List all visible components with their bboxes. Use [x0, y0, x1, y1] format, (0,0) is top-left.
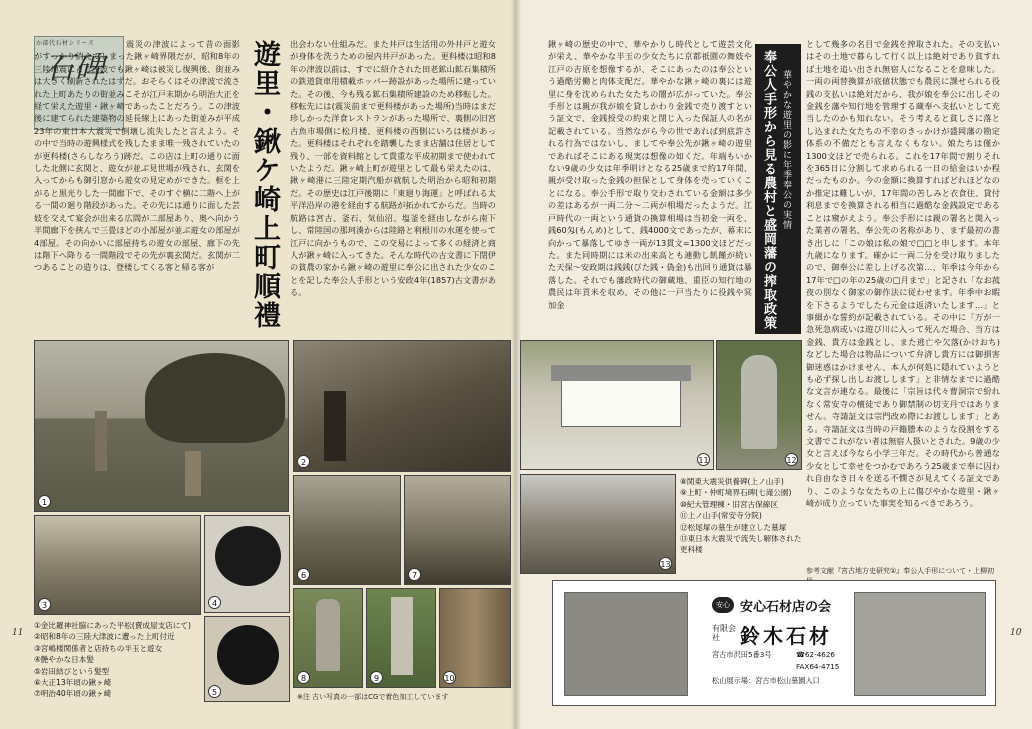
photo-number: 8	[297, 671, 310, 684]
photo-number: 11	[697, 453, 710, 466]
right-photo-captions	[680, 476, 804, 556]
photo-number: 9	[370, 671, 383, 684]
photo-caption: ①金比羅神社脇にあった平松(賣成屋支店にて)	[34, 621, 191, 630]
photo-number: 3	[38, 598, 51, 611]
ad-photo-gravestones	[854, 592, 986, 696]
series-calligraphy: 石碑	[44, 51, 104, 86]
photo-caption: ⑦明治40年頃の鍬ヶ崎	[34, 689, 112, 699]
ad-company-name: 鈴木石材	[740, 624, 832, 648]
article-column-3: 鍬ヶ崎の歴史の中で、華やかりし時代として遊芸文化が栄え、華やかな半玉の少女たちに京都祇園の舞妓や江戸の吉原を想像するが、そこにあったのは奉公という過酷労働と肉体支配だ。華やかな鍬ヶ崎の裏には遊里に身を沈められた女たちの闇が広がっていた。奉公手形とは親が我が娘を貸しかわり金銭で売り渡すという証文で、金銭授受の約束と閉じ入った保証人の名が記載されている。当然ながら今の世であれば到底許される行為ではないし、ましてや奉公先が鍬ヶ崎の遊里であればそこにある現実は想像の如くだ。年端もいかない9歳の少女は年季明けとなる25歳まで約17年間、親が受け取った金銭の担保として身体を売っていくことになる。奉公手形で取り交わされている金額は多少の差はあるが一両二分～二両が相場だったようだ。江戸時代の一両という通貨の換算相場は当初金一両を、銭60匁(もんめ)として、銭4000文であったが、幕末に向かって暴落してゆき一両が13貫文=1300文ほどだった。また同時期には米の出来高とも連動し飢饉が続いた天保～安政期は銭銭(びた銭・偽金)も出回り通貨は暴落した。それでも藩政時代の御蔵地、重臣の知行地の農民は年貢米を収め、その他に一戸当たりに役銭や冥加金	[548, 39, 752, 310]
photo-number: 13	[659, 557, 672, 570]
right-title: 奉公人手形から見る農村と盛岡藩の搾取政策	[761, 50, 776, 330]
ad-tel: ☎62-4626	[796, 650, 835, 659]
photo-number: 5	[208, 685, 221, 698]
article-column-1: 震災の津波によって昔の面影がすっかり消えてしまった鍬ヶ崎界隈だが、昭和8年の三陸地震による津波でも鍬ヶ崎は被災し復興後、街並みは大きく刷新されたはずだ。おそらくはその津波で流された上町あたりの街並みこそが江戸末期から明治大正を経て栄えた遊里・鍬ヶ崎であったことだろう。この津波後に建てられた建築物の延長線上にあった街並みが平成23年の東日本大震災で倒壊し流失したと言えよう。その中で当時の遊興様式を残したまま唯一残されていたのが更科楼(さらしなろう)跡だ。この店は上町の通りに面した北側に玄関と、遊女が並ぶ見世場が残され、玄関を入ってからも御引窓から遊女の見定めができた。框を上がると黒光りした一間廊下で、そのすぐ横に二階へ上がる一間の廻り階段があった。その先には通りに面した芸妓を交えて宴会が出来る広間が二部屋あり、奥へ向かう半間廊下を挟んで三畳ほどの小部屋が並ぶ遊女の部屋が4部屋。その向かいに部屋持ちの遊女の部屋、廊下の先は階下へ降りる一間階段でその先が裏玄関だ。玄関が二つあることの造りは、登楼してくる客と帰る客が	[34, 39, 240, 273]
photo-number: 1	[38, 495, 51, 508]
photo-caption: ②昭和8年の三陸大津波に遭った上町付近	[34, 632, 175, 642]
photo-9-stone-marker	[366, 588, 436, 688]
photo-10-wooden-building	[439, 588, 511, 688]
photo-number: 2	[297, 455, 310, 468]
ad-photo-showroom	[564, 592, 688, 696]
photo-number: 10	[443, 671, 456, 684]
photo-2-street	[293, 340, 511, 472]
photo-4-hairstyle	[204, 515, 290, 613]
photo-number: 12	[785, 453, 798, 466]
page-number-right: 10	[1010, 628, 1022, 638]
photo-caption: ⑨上町・仲町境界石碑(七滝公園)	[680, 488, 792, 498]
main-title: 遊里・鍬ケ崎上町順禮	[249, 40, 280, 330]
photo-caption: ⑫松尾塚の墓生が建立した墓塚	[680, 522, 787, 532]
photo-5-hairstyle	[204, 616, 290, 702]
photo-7-harbor	[404, 475, 511, 585]
photo-1-pine-tree	[34, 340, 289, 512]
photo-caption: ⑧関東大震災供養碑(上ノ山手)	[680, 477, 784, 486]
photo-caption: ⑬東日本大震災で流失し解体された更科楼	[680, 534, 802, 555]
photo-caption: ③宮嶋楼関係者と店持ちの半玉と遊女	[34, 643, 163, 653]
photo-6-town	[293, 475, 401, 585]
series-label: か部代石材シリーズ	[36, 40, 95, 47]
photo-caption: ④艶やかな日本髪	[34, 655, 94, 665]
ad-logo-icon: 安心	[712, 597, 734, 613]
article-column-2: 出会わない仕組みだ。また井戸は生活用の外井戸と遊女が身体を洗うための屋内井戸があった。更科楼は昭和8年の津波以前は、すでに紹介された田老鉱山鉱石集積所の鉄道貨車用積載ホッパー跡設があった場所に建っていた。その後、今も残る鉱石集積所建設のため移転した。移転先には(震災前まで更科楼があった場所)当時はまだ珍しかった洋食レストランがあった場所で、裏側の旧宮古魚市場側に松月楼、更科楼の西側にいろは楼があった。更科楼はそれぞれを踏襲したまま店舗は住居として残り、一部を資料館として貴重な平成初期まで使われていたようだ。鍬ヶ崎上町が遊里として最も栄えたのは、鍬ヶ崎港に三陸定期汽船が就航した明治から昭和初期だ。その歴史は江戸後期に「東廻り海運」と呼ばれる太平洋沿岸の港を経由する航路が拓かれてからだ。当時の航路は宮古、釜石、気仙沼、塩釜を経由しながら南下し、常陸国の那珂湊からは陸路と利根川の水運を使って江戸に向かうもので、この交易によって多くの経済と商人が鍬ヶ崎に入ってきた。そんな時代の古文書に下閉伊の貧農の家から鍬ヶ崎の遊里に奉公に出された少女のことを記した奉公人手形という安政4年(1857)古文書がある。	[290, 39, 496, 298]
photo-number: 7	[408, 568, 421, 581]
ad-association-name: 安心石材店の会	[740, 600, 832, 615]
photo-caption: ⑥大正13年頃の鍬ヶ崎	[34, 678, 112, 688]
cg-note: ※注 古い写真の一部はCGで着色加工しています	[297, 693, 449, 701]
article-column-4: として幾多の名目で金銭を搾取された。その支払いはその土地で暮らして行く以上は絶対であり貧すれば土地を追い出され無宿人になることを意味した。一両の両替換算が底値状態でも農民に課せられる役銭の支払いは絶対だから、我が娘を奉公に出しその金銭を藩や知行地を管理する蔵奉へ支払いとして充当したのかも知れない。そう考えると貧しさに落とし込まれた女たちの不幸のきっかけが盛岡藩の勘定体系の不備だとも言えなくもない。娘たちは僅か1300文ほどで売られる。これを17年間で割りそれを365日に分割して求められる一日の給金はいか程だったものか。今の金額に換算すればどれほどなのか推定は難しいが、17年間の苦しみと衣食住、貸付利息までを換算される相当に過酷な金銭設定であることは窺がえよう。奉公手形には親の署名と関入った業者の署名、奉公先の名称があり、まず最初の書き出しに「この娘は私の娘で□□と申します。本年九歳になります。確かに一両二分を受け取りましたので、御奉公に差し上げる次第…、年季は今年から17年で□の年の25歳の□月まで」と記され「なお菰夜の別なく御家の御作法に従わせます。年季中お暇を下さるようでしたら元金は返済いたします…」と事細かな誓約が記載されている。その中に「万が一急死急病或いは遊び川に入って死んだ場合、当方は金銭、貴方は金銭とし、また逃亡や欠落(かけおち)などした場合は物品について弁済し貴方には御損害御迷惑はかけません、本人が何処に隠れていようとも必ず探し出しお渡しします」と非情なまでに過酷な文言が連なる。最後に「宗旨は代々曹洞宗で紛れなく常安寺の檀徒であり御禁制の切支丹ではありません。寺請証文は宗門改め際にお渡しします」とある。寺請証文は当時の戸籍謄本のような役割をする文書でこれがない者は無宿人扱いとされた。9歳の少女と言えば今なら小学三年だ。その時代から普通な少女として幸せをつかむであろう25歳まで奉に囚われ自由なき日々を送る不憫さが見えてくる証文であり、このような女たちの上に傷ぴやかな遊里・鍬ヶ崎が成り立っていた事実を知るべきであろう。	[806, 39, 1000, 509]
photo-11-temple	[520, 340, 714, 470]
reference-note: 参考文献『宮古地方史研究①』奉公人手形について・上柳初	[806, 567, 995, 575]
photo-number: 4	[208, 596, 221, 609]
ad-fax: FAX64-4715	[796, 662, 840, 671]
right-subtitle: 華やかな遊里の影に年季奉公の実情	[781, 70, 791, 230]
photo-number: 6	[297, 568, 310, 581]
photo-caption: ⑪上ノ山手(常安寺分院)	[680, 511, 762, 521]
photo-12-grave-monument	[716, 340, 802, 470]
photo-8-stone-monument	[293, 588, 363, 688]
ad-showroom: 松山展示場：宮古市松山墓園入口	[712, 676, 820, 685]
left-photo-captions	[34, 620, 202, 700]
ad-company-type: 有限会社	[712, 624, 736, 642]
photo-3-geisha-group	[34, 515, 201, 615]
ad-address: 宮古市沢田5番3号	[712, 650, 772, 659]
photo-caption: ⑤岩田結びという髪型	[34, 666, 110, 676]
page-number-left: 11	[12, 628, 24, 638]
photo-13-collapsed-building	[520, 474, 676, 574]
photo-caption: ⑩紀大管理棟・旧宮古保線区	[680, 499, 778, 509]
